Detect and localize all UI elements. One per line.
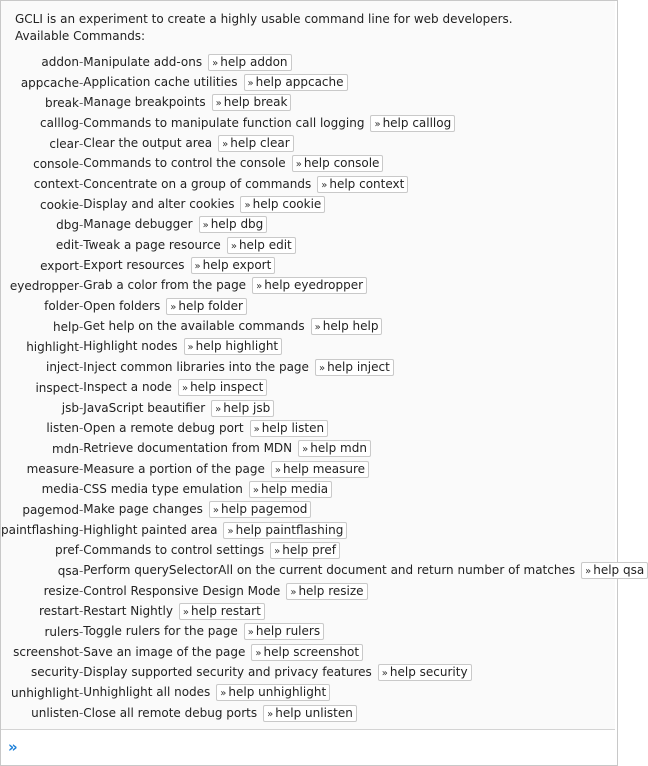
- command-separator: -: [78, 360, 84, 375]
- double-chevron-icon: »: [314, 322, 321, 334]
- command-separator: -: [78, 502, 84, 517]
- command-row: [1, 357, 648, 377]
- double-chevron-icon: »: [170, 301, 177, 313]
- double-chevron-icon: »: [181, 383, 189, 395]
- command-separator: -: [78, 685, 84, 700]
- command-description: Highlight nodes: [83, 339, 178, 354]
- command-name: unlisten: [31, 706, 79, 721]
- double-chevron-icon: »: [215, 403, 222, 415]
- command-row: [1, 581, 648, 601]
- command-description-cell: [83, 683, 648, 703]
- help-unlisten-button[interactable]: [263, 705, 357, 722]
- help-button-label: help appcache: [255, 75, 344, 90]
- command-name: listen: [46, 421, 79, 436]
- command-row: [1, 601, 648, 621]
- command-row: [1, 154, 648, 174]
- help-screenshot-button[interactable]: [251, 644, 363, 661]
- command-name: restart: [38, 604, 79, 619]
- double-chevron-icon: »: [381, 667, 388, 679]
- help-button-label: help cookie: [252, 197, 322, 212]
- command-separator: -: [78, 401, 84, 416]
- help-button-label: help jsb: [223, 400, 271, 415]
- command-name: qsa: [57, 563, 79, 578]
- double-chevron-icon: »: [230, 240, 237, 252]
- help-pref-button[interactable]: [270, 542, 340, 559]
- help-button-label: help highlight: [195, 339, 279, 354]
- command-description-cell: [83, 93, 648, 113]
- double-chevron-icon: »: [274, 545, 281, 557]
- command-row: [1, 337, 648, 357]
- command-description-cell: [83, 418, 648, 438]
- help-button-label: help break: [223, 95, 288, 110]
- command-separator: -: [78, 665, 84, 680]
- help-inspect-button[interactable]: [178, 379, 267, 396]
- command-description: Tweak a page resource: [83, 237, 221, 252]
- double-chevron-icon: »: [202, 220, 209, 232]
- command-row: [1, 500, 648, 520]
- command-separator: -: [78, 380, 84, 395]
- help-button-label: help security: [389, 664, 468, 679]
- command-name: resize: [43, 584, 79, 599]
- command-separator: -: [78, 604, 84, 619]
- command-description-cell: [83, 378, 648, 398]
- command-description-cell: [83, 540, 648, 560]
- help-button-label: help help: [322, 319, 379, 334]
- help-context-button[interactable]: [317, 176, 408, 193]
- command-description-cell: [83, 561, 648, 581]
- command-separator: -: [78, 217, 84, 232]
- command-row: [1, 459, 648, 479]
- help-button-label: help paintflashing: [235, 522, 344, 537]
- help-export-button[interactable]: [191, 257, 276, 274]
- help-button-label: help calllog: [382, 115, 452, 130]
- command-row: [1, 418, 648, 438]
- command-row: [1, 540, 648, 560]
- help-button-label: help restart: [191, 603, 261, 618]
- help-button-label: help inject: [327, 359, 390, 374]
- command-description-cell: [83, 72, 648, 92]
- help-eyedropper-button[interactable]: [252, 277, 367, 294]
- command-input-bar: [1, 730, 615, 765]
- help-media-button[interactable]: [249, 481, 332, 498]
- command-description: Unhighlight all nodes: [83, 685, 211, 700]
- help-cookie-button[interactable]: [240, 196, 325, 213]
- command-description: Inspect a node: [83, 380, 172, 395]
- command-row: [1, 378, 648, 398]
- available-commands-heading: Available Commands:: [15, 29, 146, 43]
- command-name: security: [31, 665, 79, 680]
- help-button-label: help mdn: [310, 441, 367, 456]
- help-mdn-button[interactable]: [298, 440, 371, 457]
- command-name: unhighlight: [10, 685, 79, 700]
- help-listen-button[interactable]: [250, 420, 329, 437]
- command-row: [1, 683, 648, 703]
- help-button-label: help screenshot: [263, 644, 360, 659]
- command-row: [1, 133, 648, 153]
- command-separator: -: [78, 136, 84, 151]
- double-chevron-icon: »: [215, 98, 222, 110]
- double-chevron-icon: »: [374, 118, 381, 130]
- double-chevron-icon: »: [252, 484, 260, 496]
- help-button-label: help rulers: [255, 624, 321, 639]
- command-description-cell: [83, 703, 648, 723]
- command-name: inject: [45, 360, 79, 375]
- command-name: measure: [26, 462, 79, 477]
- command-description: Retrieve documentation from MDN: [83, 441, 293, 456]
- help-inject-button[interactable]: [315, 359, 394, 376]
- command-description: Restart Nightly: [83, 603, 173, 618]
- double-chevron-icon: »: [220, 688, 227, 700]
- help-button-label: help dbg: [210, 217, 264, 232]
- command-row: [1, 113, 648, 133]
- help-button-label: help qsa: [593, 563, 645, 578]
- command-description-cell: [83, 581, 648, 601]
- help-highlight-button[interactable]: [184, 338, 283, 355]
- command-row: [1, 276, 648, 296]
- command-row: [1, 296, 648, 316]
- command-separator: -: [78, 523, 84, 538]
- command-separator: -: [78, 339, 84, 354]
- double-chevron-icon: »: [295, 159, 302, 171]
- command-description-cell: [83, 398, 648, 418]
- command-name: export: [40, 258, 79, 273]
- command-description-cell: [83, 316, 648, 336]
- double-chevron-icon: »: [187, 342, 194, 354]
- command-description: Export resources: [83, 258, 185, 273]
- intro-text: [15, 11, 513, 45]
- command-description: Manipulate add-ons: [83, 54, 203, 69]
- command-name: addon: [41, 55, 79, 70]
- help-button-label: help pref: [282, 542, 336, 557]
- command-description-cell: [83, 601, 648, 621]
- command-description: Control Responsive Design Mode: [83, 583, 281, 598]
- command-description-cell: [83, 520, 648, 540]
- command-description: Application cache utilities: [83, 75, 238, 90]
- double-chevron-icon: »: [321, 179, 328, 191]
- command-name: folder: [44, 299, 79, 314]
- command-description-cell: [83, 642, 648, 662]
- command-separator: -: [78, 563, 84, 578]
- command-name: dbg: [56, 217, 79, 232]
- command-name: inspect: [35, 380, 79, 395]
- help-resize-button[interactable]: [286, 583, 367, 600]
- command-row: [1, 703, 648, 723]
- command-row: [1, 72, 648, 92]
- command-name: highlight: [26, 339, 79, 354]
- double-chevron-icon: »: [227, 525, 234, 537]
- command-description-cell: [83, 439, 648, 459]
- command-description: Open a remote debug port: [83, 420, 244, 435]
- double-chevron-icon: »: [182, 606, 190, 618]
- command-description-cell: [83, 500, 648, 520]
- command-name: context: [33, 177, 79, 192]
- command-name: appcache: [20, 75, 79, 90]
- command-row: [1, 235, 648, 255]
- help-button-label: help console: [303, 156, 380, 171]
- command-row: [1, 662, 648, 682]
- help-restart-button[interactable]: [179, 603, 265, 620]
- help-button-label: help addon: [220, 54, 288, 69]
- help-button-label: help edit: [238, 237, 292, 252]
- help-button-label: help measure: [282, 461, 366, 476]
- help-qsa-button[interactable]: [581, 562, 648, 579]
- help-button-label: help context: [329, 176, 405, 191]
- command-separator: -: [78, 75, 84, 90]
- command-description-cell: [83, 479, 648, 499]
- command-description: Make page changes: [83, 502, 203, 517]
- command-row: [1, 255, 648, 275]
- command-name: cookie: [40, 197, 79, 212]
- command-description-cell: [83, 276, 648, 296]
- help-paintflashing-button[interactable]: [223, 522, 347, 539]
- double-chevron-icon: »: [244, 200, 251, 212]
- command-separator: -: [78, 258, 84, 273]
- command-name: screenshot: [13, 645, 79, 660]
- command-description-cell: [83, 337, 648, 357]
- help-folder-button[interactable]: [166, 298, 247, 315]
- command-row: [1, 561, 648, 581]
- command-description: Display supported security and privacy features: [83, 664, 372, 679]
- command-name: paintflashing: [1, 523, 79, 538]
- command-description: Clear the output area: [83, 136, 213, 151]
- command-row: [1, 642, 648, 662]
- command-separator: -: [78, 299, 84, 314]
- command-description-cell: [83, 113, 648, 133]
- command-description-cell: [83, 133, 648, 153]
- command-description-cell: [83, 662, 648, 682]
- command-row: [1, 622, 648, 642]
- output-area: [1, 1, 645, 730]
- help-clear-button[interactable]: [218, 135, 293, 152]
- help-help-button[interactable]: [311, 318, 383, 335]
- command-separator: -: [78, 278, 84, 293]
- command-description: JavaScript beautifier: [83, 400, 206, 415]
- help-calllog-button[interactable]: [370, 115, 455, 132]
- command-description-cell: [83, 154, 648, 174]
- command-separator: -: [78, 645, 84, 660]
- command-row: [1, 52, 648, 72]
- help-button-label: help listen: [261, 420, 325, 435]
- double-chevron-icon: »: [302, 444, 309, 456]
- command-separator: -: [78, 116, 84, 131]
- command-description: Commands to control the console: [83, 156, 286, 171]
- command-name: help: [53, 319, 79, 334]
- command-name: media: [41, 482, 79, 497]
- command-name: console: [33, 156, 79, 171]
- command-row: [1, 520, 648, 540]
- command-description: Toggle rulers for the page: [83, 624, 238, 639]
- help-button-label: help eyedropper: [264, 278, 364, 293]
- command-description: Manage breakpoints: [83, 95, 206, 110]
- command-description: Perform querySelectorAll on the current document and return number of matches: [83, 563, 576, 578]
- command-row: [1, 398, 648, 418]
- double-chevron-icon: »: [267, 708, 274, 720]
- command-separator: -: [78, 95, 84, 110]
- double-chevron-right-icon: »: [8, 738, 18, 756]
- command-separator: -: [78, 197, 84, 212]
- command-description: Open folders: [83, 298, 161, 313]
- help-button-label: help resize: [298, 583, 364, 598]
- commands-table: [1, 52, 648, 723]
- double-chevron-icon: »: [585, 566, 592, 578]
- command-name: pagemod: [22, 502, 79, 517]
- double-chevron-icon: »: [253, 423, 260, 435]
- help-button-label: help clear: [230, 136, 290, 151]
- command-separator: -: [78, 319, 84, 334]
- command-name: edit: [55, 238, 79, 253]
- help-button-label: help export: [202, 258, 272, 273]
- double-chevron-icon: »: [212, 505, 220, 517]
- command-description: Manage debugger: [83, 217, 193, 232]
- command-row: [1, 439, 648, 459]
- help-pagemod-button[interactable]: [209, 501, 312, 518]
- command-description: Highlight painted area: [83, 522, 218, 537]
- double-chevron-icon: »: [256, 281, 263, 293]
- command-row: [1, 93, 648, 113]
- command-description-cell: [83, 622, 648, 642]
- command-description-cell: [83, 296, 648, 316]
- command-description-cell: [83, 52, 648, 72]
- command-name: rulers: [44, 624, 79, 639]
- command-separator: -: [78, 441, 84, 456]
- double-chevron-icon: »: [274, 464, 281, 476]
- command-description-cell: [83, 174, 648, 194]
- help-button-label: help unhighlight: [228, 685, 327, 700]
- double-chevron-icon: »: [247, 78, 254, 90]
- command-separator: -: [78, 177, 84, 192]
- command-separator: -: [78, 624, 84, 639]
- command-description: Commands to manipulate function call logging: [83, 115, 365, 130]
- command-name: break: [44, 95, 79, 110]
- double-chevron-icon: »: [318, 362, 326, 374]
- command-description: Save an image of the page: [83, 644, 246, 659]
- help-security-button[interactable]: [378, 664, 472, 681]
- command-separator: -: [78, 55, 84, 70]
- help-button-label: help inspect: [190, 380, 264, 395]
- command-description-cell: [83, 194, 648, 214]
- command-description-cell: [83, 235, 648, 255]
- command-input[interactable]: [27, 736, 611, 760]
- help-rulers-button[interactable]: [244, 623, 324, 640]
- command-description: Commands to control settings: [83, 542, 265, 557]
- command-separator: -: [78, 156, 84, 171]
- double-chevron-icon: »: [290, 586, 297, 598]
- intro-description: GCLI is an experiment to create a highly usable command line for web developers.: [15, 12, 513, 26]
- double-chevron-icon: »: [194, 261, 201, 273]
- command-description-cell: [83, 357, 648, 377]
- command-name: eyedropper: [9, 278, 79, 293]
- command-name: pref: [55, 543, 79, 558]
- command-description: Measure a portion of the page: [83, 461, 265, 476]
- help-unhighlight-button[interactable]: [216, 684, 330, 701]
- help-addon-button[interactable]: [208, 54, 291, 71]
- help-appcache-button[interactable]: [244, 74, 348, 91]
- command-description: Display and alter cookies: [83, 197, 235, 212]
- command-name: jsb: [61, 401, 79, 416]
- command-name: clear: [49, 136, 79, 151]
- command-description-cell: [83, 255, 648, 275]
- double-chevron-icon: »: [222, 139, 229, 151]
- command-description: Inject common libraries into the page: [83, 359, 309, 374]
- command-row: [1, 215, 648, 235]
- command-description: Close all remote debug ports: [83, 705, 258, 720]
- command-row: [1, 194, 648, 214]
- command-separator: -: [78, 543, 84, 558]
- help-edit-button[interactable]: [227, 237, 296, 254]
- command-description-cell: [83, 459, 648, 479]
- command-description: CSS media type emulation: [83, 481, 243, 496]
- command-description-cell: [83, 215, 648, 235]
- double-chevron-icon: »: [255, 647, 262, 659]
- command-separator: -: [78, 584, 84, 599]
- command-row: [1, 316, 648, 336]
- command-separator: -: [78, 706, 84, 721]
- help-dbg-button[interactable]: [199, 216, 268, 233]
- help-button-label: help folder: [178, 298, 243, 313]
- double-chevron-icon: »: [247, 627, 254, 639]
- command-name: mdn: [52, 441, 79, 456]
- command-description: Concentrate on a group of commands: [83, 176, 312, 191]
- help-button-label: help pagemod: [221, 502, 308, 517]
- command-separator: -: [78, 238, 84, 253]
- command-description: Grab a color from the page: [83, 278, 247, 293]
- command-row: [1, 174, 648, 194]
- command-separator: -: [78, 421, 84, 436]
- help-button-label: help unlisten: [275, 705, 353, 720]
- help-button-label: help media: [261, 481, 329, 496]
- double-chevron-icon: »: [212, 57, 219, 69]
- command-separator: -: [78, 482, 84, 497]
- command-separator: -: [78, 462, 84, 477]
- help-jsb-button[interactable]: [211, 400, 274, 417]
- command-description: Get help on the available commands: [83, 319, 305, 334]
- command-row: [1, 479, 648, 499]
- help-measure-button[interactable]: [271, 461, 369, 478]
- help-break-button[interactable]: [212, 94, 292, 111]
- command-name: calllog: [40, 116, 79, 131]
- help-console-button[interactable]: [292, 155, 384, 172]
